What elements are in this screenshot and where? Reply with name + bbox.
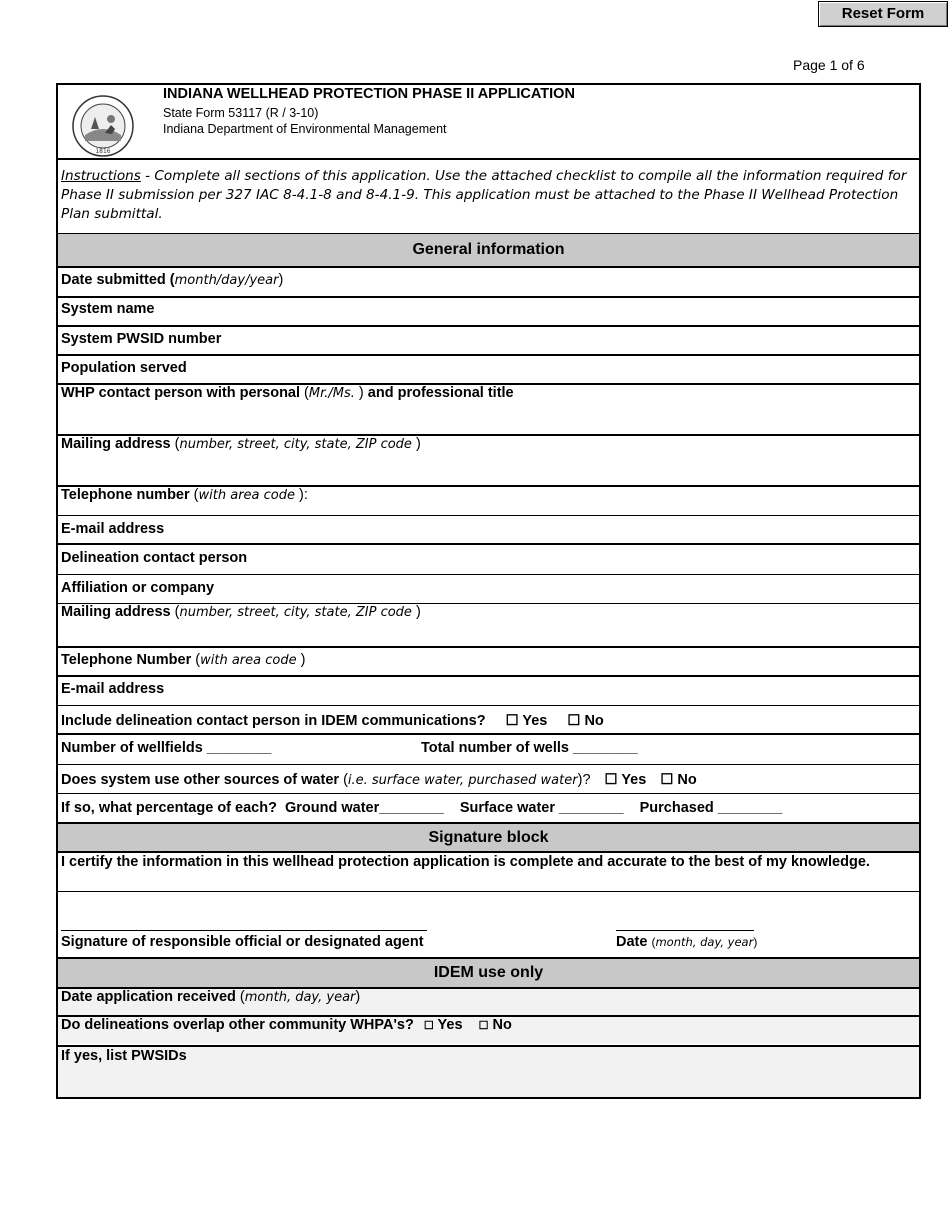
instructions: [61, 167, 911, 224]
general-information-heading: General information: [58, 234, 919, 266]
telephone-hint: with area code: [198, 488, 295, 503]
agency-name: Indiana Department of Environmental Management: [163, 122, 447, 136]
certify-row: [58, 853, 919, 891]
whp-contact-label: WHP contact person with personal: [61, 385, 305, 401]
email-2-label: E-mail address: [61, 681, 165, 697]
date-submitted-label: Date submitted: [61, 272, 166, 288]
mailing-address-field[interactable]: Mailing address (number, street, city, state, ZIP code ): [61, 436, 421, 452]
telephone-2-field[interactable]: Telephone Number (with area code ): [61, 652, 306, 668]
telephone-label: Telephone number: [61, 487, 190, 503]
overlap-no-checkbox[interactable]: ☐ No: [478, 1017, 512, 1033]
form-title: INDIANA WELLHEAD PROTECTION PHASE II APPLICATION: [163, 86, 575, 102]
other-sources-label: Does system use other sources of water: [61, 772, 344, 788]
overlap-row: [58, 1017, 919, 1044]
date-received-label: Date application received: [61, 989, 236, 1005]
whp-contact-label-b: and professional title: [363, 385, 514, 401]
mailing-address-hint: number, street, city, state, ZIP code: [179, 437, 412, 452]
include-contact-no-checkbox[interactable]: ☐ No: [567, 713, 604, 729]
system-name-label: System name: [61, 301, 155, 317]
overlap-label: Do delineations overlap other community WHPA's?: [61, 1017, 414, 1033]
signature-row[interactable]: Signature of responsible official or designated agent Date (month, day, year): [58, 892, 919, 956]
pwsid-field[interactable]: [58, 327, 919, 355]
application-form: [56, 83, 921, 1099]
date-submitted-hint: month/day/year: [174, 273, 279, 288]
list-pwsids-label: If yes, list PWSIDs: [61, 1048, 187, 1064]
whp-contact-hint: Mr./Ms.: [308, 386, 355, 401]
include-contact-yes-checkbox[interactable]: ☐ Yes: [505, 713, 548, 729]
include-contact-row: [58, 706, 919, 734]
reset-form-button[interactable]: Reset Form: [818, 1, 948, 27]
percentage-row[interactable]: [58, 794, 919, 822]
other-sources-hint: i.e. surface water, purchased water: [347, 773, 578, 788]
include-contact-label: Include delineation contact person in IDEM communications?: [61, 713, 486, 729]
total-wells-field[interactable]: Total number of wells ________: [421, 740, 638, 756]
percentage-label: If so, what percentage of each? Ground water________ Surface water ________ Purchased ________: [61, 800, 783, 816]
indiana-seal-icon: [69, 95, 137, 157]
email-label: E-mail address: [61, 521, 165, 537]
population-field[interactable]: [58, 356, 919, 384]
telephone-suffix: :: [303, 487, 308, 503]
date-received-field[interactable]: Date application received (month, day, year): [58, 989, 919, 1015]
idem-use-heading: IDEM use only: [58, 959, 919, 987]
affiliation-label: Affiliation or company: [61, 580, 215, 596]
date-submitted-field[interactable]: Date submitted (month/day/year): [61, 272, 284, 288]
other-sources-row: Does system use other sources of water (i.e. surface water, purchased water)? ☐ Yes ☐ No: [61, 772, 697, 788]
mailing-address-2-hint: number, street, city, state, ZIP code: [179, 605, 412, 620]
list-pwsids-field[interactable]: [58, 1047, 919, 1097]
whp-contact-field[interactable]: WHP contact person with personal (Mr./Ms. ) and professional title: [61, 385, 514, 401]
telephone-2-label: Telephone Number: [61, 652, 192, 668]
date-received-hint: month, day, year: [244, 990, 356, 1005]
instructions-label: Instructions: [61, 168, 141, 184]
signature-label: Signature of responsible official or designated agent: [61, 934, 424, 950]
affiliation-field[interactable]: [58, 575, 919, 603]
form-id: State Form 53117 (R / 3-10): [163, 106, 319, 120]
delineation-contact-field[interactable]: [58, 545, 919, 573]
page-number: Page 1 of 6: [793, 57, 865, 73]
wellfields-field[interactable]: Number of wellfields ________: [61, 740, 272, 756]
mailing-address-2-label: Mailing address: [61, 604, 171, 620]
certify-text: I certify the information in this wellhead protection application is complete and accurate to the best of my knowledge.: [61, 854, 870, 870]
other-sources-yes-checkbox[interactable]: ☐ Yes: [604, 772, 647, 788]
pwsid-label: System PWSID number: [61, 331, 222, 347]
svg-text:1816: 1816: [95, 148, 111, 155]
date-hint: month, day, year: [655, 935, 754, 949]
email-2-field[interactable]: [58, 677, 919, 705]
delineation-contact-label: Delineation contact person: [61, 550, 248, 566]
instructions-text: - Complete all sections of this application. Use the attached checklist to compile all the information required for Phase II submission per 327 IAC 8-4.1-8 and 8-4.1-9. This application must be attached to the Phase II Wellhead Protection Plan submittal.: [61, 168, 907, 222]
other-sources-no-checkbox[interactable]: ☐ No: [660, 772, 697, 788]
wells-row: [58, 735, 919, 765]
overlap-yes-checkbox[interactable]: ☐ Yes: [423, 1017, 463, 1033]
mailing-address-2-field[interactable]: Mailing address (number, street, city, state, ZIP code ): [61, 604, 421, 620]
telephone-field[interactable]: Telephone number (with area code ):: [61, 487, 308, 503]
mailing-address-label: Mailing address: [61, 436, 171, 452]
population-label: Population served: [61, 360, 187, 376]
system-name-field[interactable]: [58, 298, 919, 326]
signature-block-heading: Signature block: [58, 824, 919, 851]
email-field[interactable]: [58, 516, 919, 544]
date-label: Date: [616, 934, 648, 950]
telephone-2-hint: with area code: [200, 653, 297, 668]
